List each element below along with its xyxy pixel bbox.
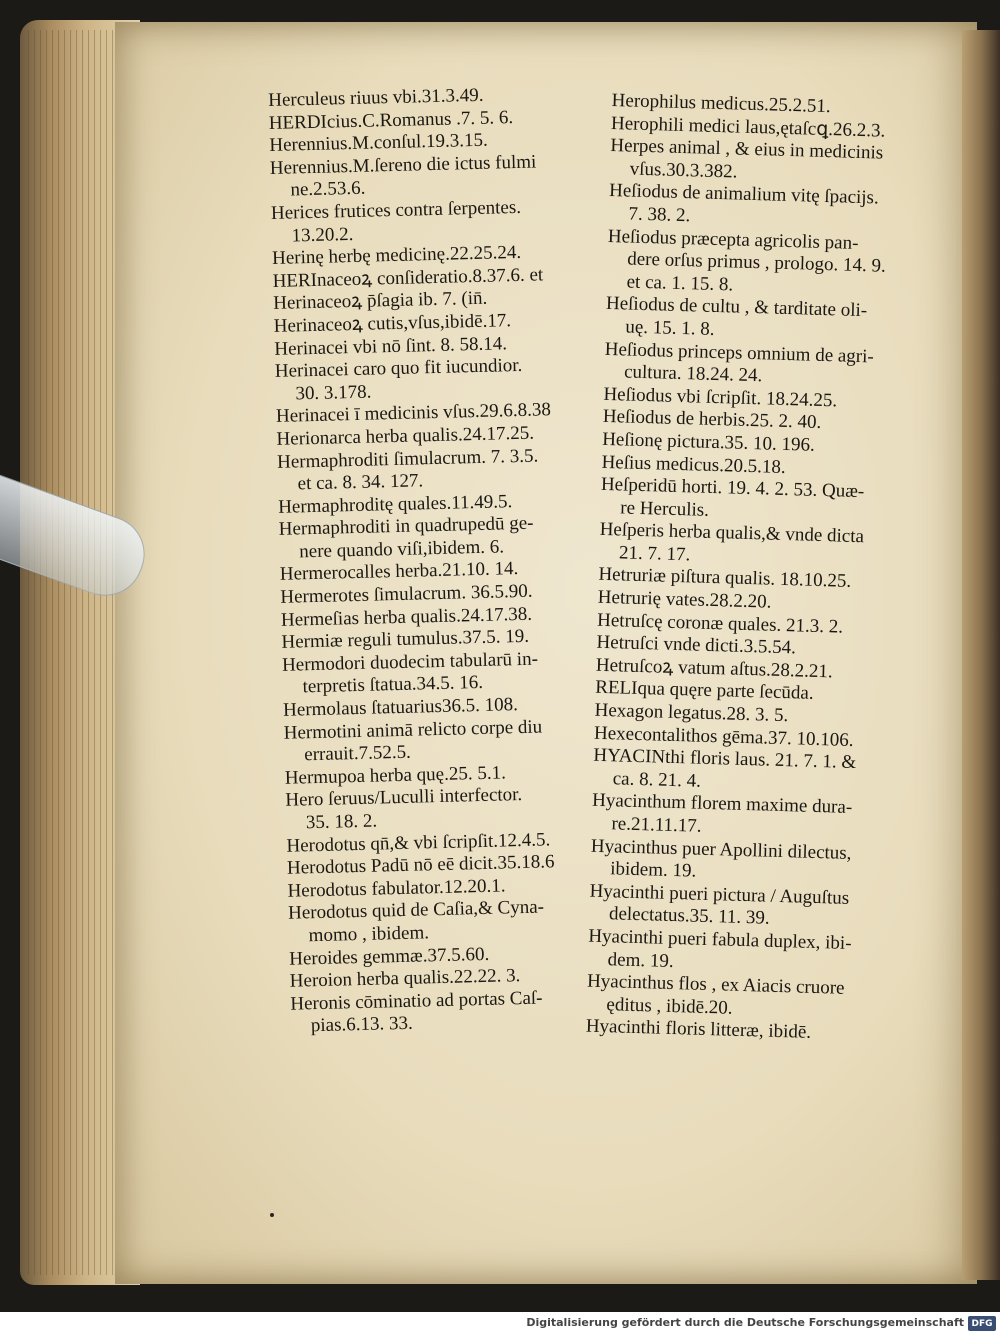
index-entry-line: vſus.30.3.382. [629,158,738,183]
index-entry-line: Heronis cōminatio ad portas Caſ- [290,987,543,1015]
index-entry-line: Heſiodus præcepta agricolis pan- [607,225,859,254]
index-entry-line: dere orſus primus , prologo. 14. 9. [626,248,887,277]
index-entry-line: Hyacinthi pueri pictura / Auguſtus [589,880,850,909]
index-entry-line: Hermodori duodecim tabularū in- [281,648,539,676]
index-entry-line: Herinaceoꝝ cutis,vſus,ibidē.17. [273,310,512,337]
index-entry-line: Herodotus Padū nō eē dicit.35.18.6 [286,851,555,879]
index-entry-line: Herennius.M.ſereno die ictus fulmi [269,151,537,179]
index-entry-line: Hermaphroditi ſimulacrum. 7. 3.5. [276,445,539,473]
index-entry-line: Herodotus qn̄,& vbi ſcripſit.12.4.5. [286,828,551,857]
index-entry-line: Herpes animal , & eius in medicinis [610,135,884,164]
index-entry-line: Herophilus medicus.25.2.51. [611,90,831,118]
index-entry-line: Hexecontalithos gēma.37. 10.106. [593,722,854,751]
index-entry-line: Herinacei vbi nō ſint. 8. 58.14. [274,332,508,360]
index-entry-line: Hetruſci vnde dicti.3.5.54. [596,632,797,659]
index-entry-line: RELIqua quęre parte ſecūda. [595,677,814,705]
index-entry-line: 7. 38. 2. [628,203,691,227]
index-entry-line: Herinę herbę medicinę.22.25.24. [271,242,522,270]
index-entry-line: Heſiodus de animalium vitę ſpacijs. [608,180,880,209]
index-entry-line: Hermaphroditi in quadrupedū ge- [278,512,534,541]
footer-credit: Digitalisierung gefördert durch die Deutsche Forschungsgemeinschaft [526,1316,964,1329]
index-entry-line: HYACINthi floris laus. 21. 7. 1. & [593,744,857,774]
index-entry-line: Hyacinthi floris litteræ, ibidē. [585,1015,812,1044]
index-entry-line: Herculeus riuus vbi.31.3.49. [268,84,484,111]
index-entry-line: 35. 18. 2. [305,810,378,834]
index-entry-line: Hetruſcę coronæ quales. 21.3. 2. [596,609,844,638]
index-entry-line: ęditus , ibidē.20. [606,993,733,1019]
index-entry-line: re.21.11.17. [611,813,702,837]
index-entry-line: Hermeſias herba qualis.24.17.38. [280,603,533,631]
index-entry-line: delectatus.35. 11. 39. [608,903,770,930]
index-entry-line: Hetruriæ piſtura qualis. 18.10.25. [598,564,852,593]
index-entry-line: 30. 3.178. [295,381,372,405]
index-entry-line: Hero ſeruus/Luculli interfector. [285,784,523,812]
index-entry-line: pias.6.13. 33. [310,1013,413,1037]
index-entry-line: et ca. 1. 15. 8. [626,271,734,296]
index-entry-line: terpretis ſtatua.34.5. 16. [302,672,484,698]
index-entry-line: Hermolaus ſtatuarius36.5. 108. [282,694,519,721]
index-entry-line: Heſperidū horti. 19. 4. 2. 53. Quæ- [600,473,865,503]
index-entry-line: Herophili medici laus,ętaſcꝗ.26.2.3. [610,112,886,142]
index-entry-line: Herinaceoꝝ p̄ſagia ib. 7. (in̄. [272,288,488,315]
index-entry-line: Heſius medicus.20.5.18. [601,451,787,478]
index-entry-line: momo , ibidem. [308,922,430,947]
index-entry-line: re Herculis. [620,497,710,521]
index-column-left [268,82,631,1039]
index-entry-line: cultura. 18.24. 24. [623,361,763,387]
index-entry-line: Heſperis herba qualis,& vnde dicta [599,519,865,548]
index-entry-line: Hermotini animā relicto corpe diu [283,716,543,744]
index-entry-line: Herodotus quid de Caſia,& Cyna- [287,896,545,925]
index-entry-line: Hyacinthum florem maxime dura- [591,790,853,819]
index-entry-line: ibidem. 19. [609,858,697,882]
index-entry-line: Heſiodus vbi ſcripſit. 18.24.25. [603,383,838,412]
index-entry-line: Hexagon legatus.28. 3. 5. [594,699,789,727]
index-entry-line: Herodotus fabulator.12.20.1. [287,875,506,902]
ink-dot [270,1213,274,1217]
index-entry-line: Herionarca herba qualis.24.17.25. [276,422,535,450]
index-entry-line: nere quando viſi,ibidem. 6. [299,536,505,563]
index-entry-line: 21. 7. 17. [618,542,691,566]
index-entry-line: Hermiæ reguli tumulus.37.5. 19. [281,626,530,654]
index-entry-line: 13.20.2. [291,223,354,247]
index-entry-line: ca. 8. 21. 4. [612,768,702,792]
index-entry-line: ne.2.53.6. [290,178,366,201]
index-entry-line: Hyacinthi pueri fabula duplex, ibi- [588,925,852,954]
index-entry-line: Heſionę pictura.35. 10. 196. [601,428,816,456]
footer-bar [0,1312,1000,1337]
page-edge-lines [28,30,128,1275]
index-entry-line: Hetruſcoꝝ vatum aſtus.28.2.21. [595,654,833,683]
index-entry-line: HERDIcius.C.Romanus .7. 5. 6. [268,106,514,134]
index-entry-line: Heſiodus princeps omnium de agri- [604,338,875,367]
index-entry-line: Heroides gemmæ.37.5.60. [288,943,490,970]
index-entry-line: Herices frutices contra ſerpentes. [270,196,522,224]
index-entry-line: Herennius.M.conſul.19.3.15. [269,129,489,157]
index-entry-line: Heſiodus de cultu , & tarditate oli- [605,293,868,322]
index-entry-line: Hermaphroditę quales.11.49.5. [277,490,513,518]
index-entry-line: uę. 15. 1. 8. [625,316,715,340]
index-entry-line: Herinacei caro quo fit iucundior. [274,354,523,383]
index-entry-line: Hermupoa herba quę.25. 5.1. [284,762,507,789]
index-entry-line: HERInaceoꝝ conſideratio.8.37.6. et [272,264,544,292]
dfg-logo: DFG [968,1316,996,1331]
index-entry-line: Hyacinthus puer Apollini dilectus, [590,835,852,864]
index-entry-line: errauit.7.52.5. [304,741,412,766]
index-entry-line: Heſiodus de herbis.25. 2. 40. [602,406,822,434]
index-entry-line: Herinacei ī medicinis vſus.29.6.8.38 [275,399,552,428]
index-entry-line: dem. 19. [607,948,674,972]
index-entry-line: Hermerocalles herba.21.10. 14. [279,558,519,586]
book-spine-shadow [962,30,1000,1280]
index-column-right [586,90,947,1048]
index-entry-line: et ca. 8. 34. 127. [297,470,424,495]
index-entry-line: Hetrurię vates.28.2.20. [597,586,772,613]
index-entry-line: Hyacinthus flos , ex Aiacis cruore [586,970,845,999]
index-entry-line: Heroion herba qualis.22.22. 3. [289,965,521,992]
index-entry-line: Hermerotes ſimulacrum. 36.5.90. [280,580,533,608]
